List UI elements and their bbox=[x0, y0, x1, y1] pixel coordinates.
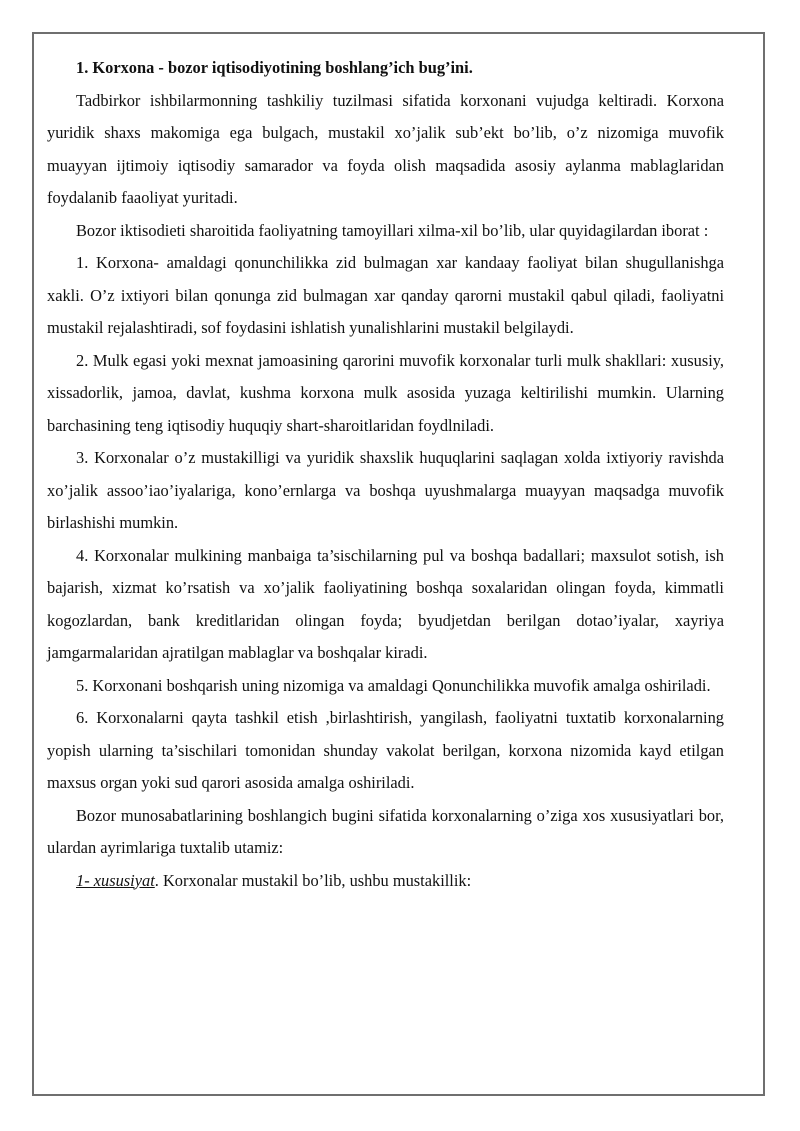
principle-item-1: 1. Korxona- amaldagi qonunchilikka zid bulmagan xar kandaay faoliyat bilan shugullanishga xakli. O’z ixtiyori bilan qonunga zid bulmagan xar qanday qarorni mustakil qabul qiladi, faoliyatni mustakil rejalashtiradi, sof foydasini ishlatish yunalishlarini mustakil belgilaydi. bbox=[47, 253, 724, 337]
principle-item-3: 3. Korxonalar o’z mustakilligi va yuridik shaxslik huquqlarini saqlagan xolda ixtiyoriy ravishda xo’jalik assoo’iao’iyalariga, kono’ernlarga va boshqa uyushmalarga muayyan maqsadga muvofik birlashishi mumkin. bbox=[47, 448, 724, 532]
feature-text: . Korxonalar mustakil bo’lib, ushbu mustakillik: bbox=[154, 870, 472, 890]
principle-item-6: 6. Korxonalarni qayta tashkil etish ,birlashtirish, yangilash, faoliyatni tuxtatib korxonalarning yopish ularning ta’sischilari tomonidan shunday vakolat berilgan, korxona nizomida kayd etilgan maxsus organ yoki sud qarori asosida amalga oshiriladi. bbox=[47, 708, 724, 792]
principle-item-4: 4. Korxonalar mulkining manbaiga ta’sischilarning pul va boshqa badallari; maxsulot sotish, ish bajarish, xizmat ko’rsatish va xo’jalik faoliyatining boshqa soxalaridan olingan foyda, kimmatli kogozlardan, bank kreditlaridan olingan foyda; byudjetdan berilgan dotao’iyalar, xayriya jamgarmalaridan ajratilgan mablaglar va boshqalar kiradi. bbox=[47, 545, 724, 662]
principles-intro-paragraph: Bozor iktisodieti sharoitida faoliyatning tamoyillari xilma-xil bo’lib, ular quyidagilardan iborat : bbox=[76, 220, 709, 240]
feature-label: 1- xususiyat bbox=[76, 870, 155, 890]
features-intro-paragraph: Bozor munosabatlarining boshlangich bugini sifatida korxonalarning o’ziga xos xususiyatlari bor, ulardan ayrimlariga tuxtalib utamiz: bbox=[47, 805, 724, 857]
section-title: 1. Korxona - bozor iqtisodiyotining boshlang’ich bug’ini. bbox=[76, 58, 473, 77]
principle-item-5: 5. Korxonani boshqarish uning nizomiga va amaldagi Qonunchilikka muvofik amalga oshiriladi. bbox=[76, 675, 711, 695]
document-body bbox=[47, 52, 724, 897]
feature-paragraph bbox=[47, 865, 724, 898]
intro-paragraph: Tadbirkor ishbilarmonning tashkiliy tuzilmasi sifatida korxonani vujudga keltiradi. Korxona yuridik shaxs makomiga ega bulgach, mustakil xo’jalik sub’ekt bo’lib, o’z nizomiga muvofik muayyan ijtimoiy iqtisodiy samarador va foyda olish maqsadida asosiy aylanma mablaglaridan foydalanib faaoliyat yuritadi. bbox=[47, 90, 724, 207]
principle-item-2: 2. Mulk egasi yoki mexnat jamoasining qarorini muvofik korxonalar turli mulk shakllari: xususiy, xissadorlik, jamoa, davlat, kushma korxona mulk asosida yuzaga keltirilishi mumkin. Ularning barchasining teng iqtisodiy huquqiy shart-sharoitlaridan foydlniladi. bbox=[47, 350, 724, 435]
